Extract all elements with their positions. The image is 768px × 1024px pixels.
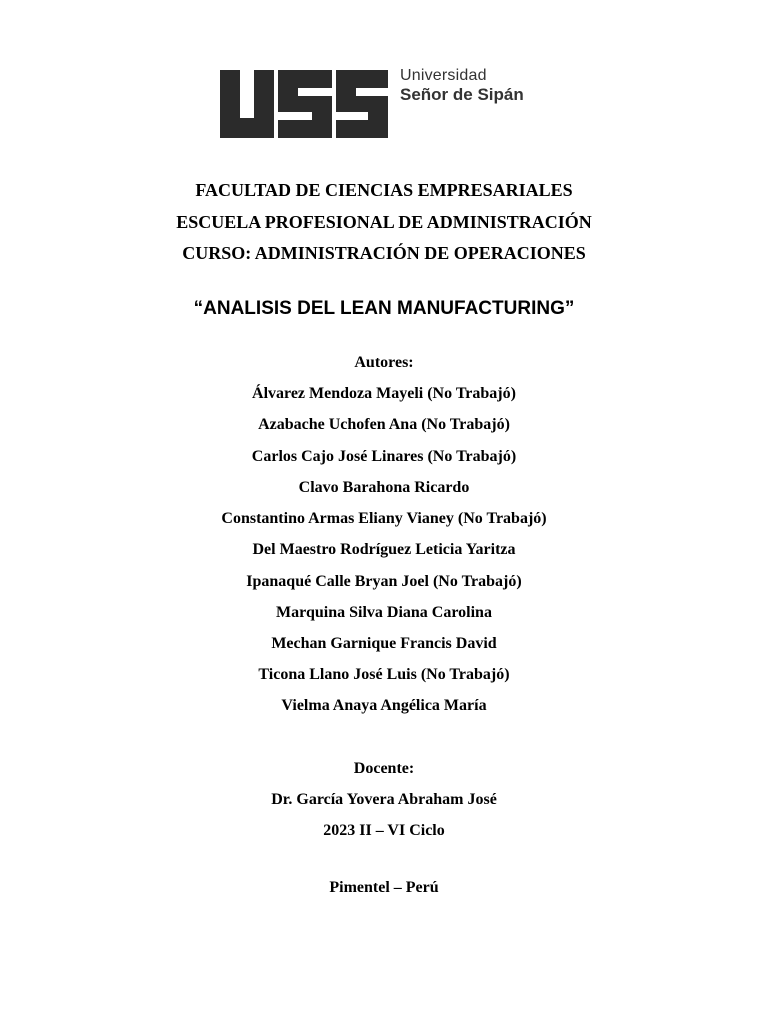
teacher-label: Docente: <box>353 760 415 777</box>
author-item: Álvarez Mendoza Mayeli (No Trabajó) <box>252 385 516 402</box>
author-item: Ticona Llano José Luis (No Trabajó) <box>258 666 510 683</box>
logo-university-text: Universidad <box>400 67 487 84</box>
author-item: Del Maestro Rodríguez Leticia Yaritza <box>252 541 516 558</box>
location-text: Pimentel – Perú <box>329 879 439 896</box>
cycle-text: 2023 II – VI Ciclo <box>323 822 445 839</box>
author-item: Mechan Garnique Francis David <box>271 635 497 652</box>
author-item: Ipanaqué Calle Bryan Joel (No Trabajó) <box>246 573 522 590</box>
author-item: Carlos Cajo José Linares (No Trabajó) <box>251 448 517 465</box>
faculty-heading: FACULTAD DE CIENCIAS EMPRESARIALES <box>195 180 573 200</box>
author-item: Constantino Armas Eliany Vianey (No Trabajó) <box>221 510 547 527</box>
logo-wordmark <box>400 68 524 103</box>
author-item: Azabache Uchofen Ana (No Trabajó) <box>258 416 510 433</box>
course-heading: CURSO: ADMINISTRACIÓN DE OPERACIONES <box>182 243 586 263</box>
teacher-name: Dr. García Yovera Abraham José <box>271 791 497 808</box>
author-item: Marquina Silva Diana Carolina <box>276 604 492 621</box>
author-item: Clavo Barahona Ricardo <box>298 479 470 496</box>
school-heading: ESCUELA PROFESIONAL DE ADMINISTRACIÓN <box>176 212 592 232</box>
logo-name-text: Señor de Sipán <box>400 85 524 104</box>
uss-logo <box>218 68 538 142</box>
author-item: Vielma Anaya Angélica María <box>281 697 487 714</box>
document-title: “ANALISIS DEL LEAN MANUFACTURING” <box>193 298 575 319</box>
uss-logo-mark-icon <box>218 68 390 140</box>
authors-label: Autores: <box>354 354 414 371</box>
